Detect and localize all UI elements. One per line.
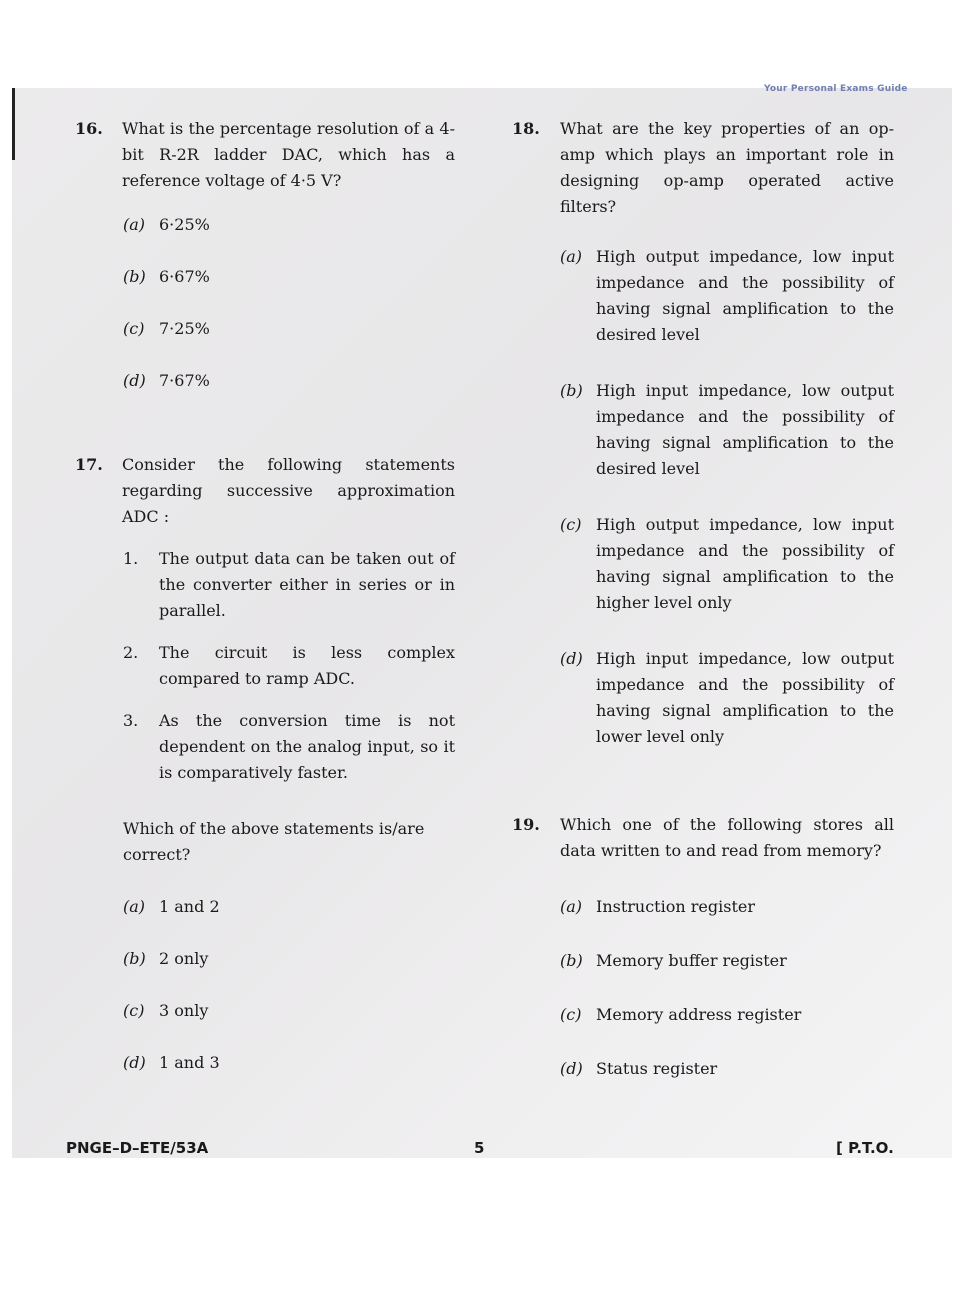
option-b: (b) 6·67%: [123, 267, 210, 286]
option-a: (a) 6·25%: [123, 215, 210, 234]
question-19: [512, 812, 894, 864]
options-19: [560, 894, 894, 1082]
page-number: 5: [474, 1139, 485, 1157]
question-prompt: Which of the above statements is/are correct?: [123, 819, 425, 864]
option-c: (c) 7·25%: [123, 319, 210, 338]
option-d: (d) Status register: [560, 1059, 718, 1078]
option-c: (c) Memory address register: [560, 1005, 802, 1024]
statements-17: [123, 546, 455, 786]
question-16: [75, 116, 455, 194]
pto-label: [ P.T.O.: [836, 1139, 894, 1157]
option-b: (b) 2 only: [123, 949, 209, 968]
option-b: (b) Memory buffer register: [560, 951, 787, 970]
statement-2: 2. The circuit is less complex compared to ramp ADC.: [123, 643, 455, 688]
options-17: [123, 894, 455, 1076]
option-a: (a) High output impedance, low input impedance and the possibility of having signal amplification to the desired level: [560, 247, 894, 344]
brand-watermark: Your Personal Exams Guide: [764, 84, 908, 94]
page-edge-mark: [12, 88, 15, 160]
option-b: (b) High input impedance, low output impedance and the possibility of having signal amplification to the desired level: [560, 381, 894, 478]
statement-1: 1. The output data can be taken out of the converter either in series or in parallel.: [123, 549, 455, 620]
option-c: (c) 3 only: [123, 1001, 209, 1020]
option-a: (a) 1 and 2: [123, 897, 220, 916]
paper-code: PNGE–D–ETE/53A: [66, 1139, 209, 1157]
options-16: [123, 212, 455, 394]
question-number: 16.: [75, 119, 103, 138]
option-a: (a) Instruction register: [560, 897, 755, 916]
right-column: [512, 116, 894, 1082]
question-18: [512, 116, 894, 220]
option-d: (d) 1 and 3: [123, 1053, 220, 1072]
option-c: (c) High output impedance, low input impedance and the possibility of having signal amplification to the higher level only: [560, 515, 894, 612]
option-d: (d) 7·67%: [123, 371, 210, 390]
question-number: 18.: [512, 119, 540, 138]
question-number: 19.: [512, 815, 540, 834]
question-text: What is the percentage resolution of a 4-bit R-2R ladder DAC, which has a reference voltage of 4·5 V?: [122, 119, 455, 190]
question-text: Consider the following statements regarding successive approximation ADC :: [122, 455, 455, 526]
question-text: What are the key properties of an op-amp which plays an important role in designing op-amp operated active filters?: [560, 119, 894, 216]
options-18: [560, 244, 894, 750]
option-d: (d) High input impedance, low output impedance and the possibility of having signal amplification to the lower level only: [560, 649, 894, 746]
question-text: Which one of the following stores all data written to and read from memory?: [560, 815, 894, 860]
question-number: 17.: [75, 455, 103, 474]
left-column: [75, 116, 455, 1076]
question-17: [75, 452, 455, 530]
statement-3: 3. As the conversion time is not dependent on the analog input, so it is comparatively faster.: [123, 711, 455, 782]
